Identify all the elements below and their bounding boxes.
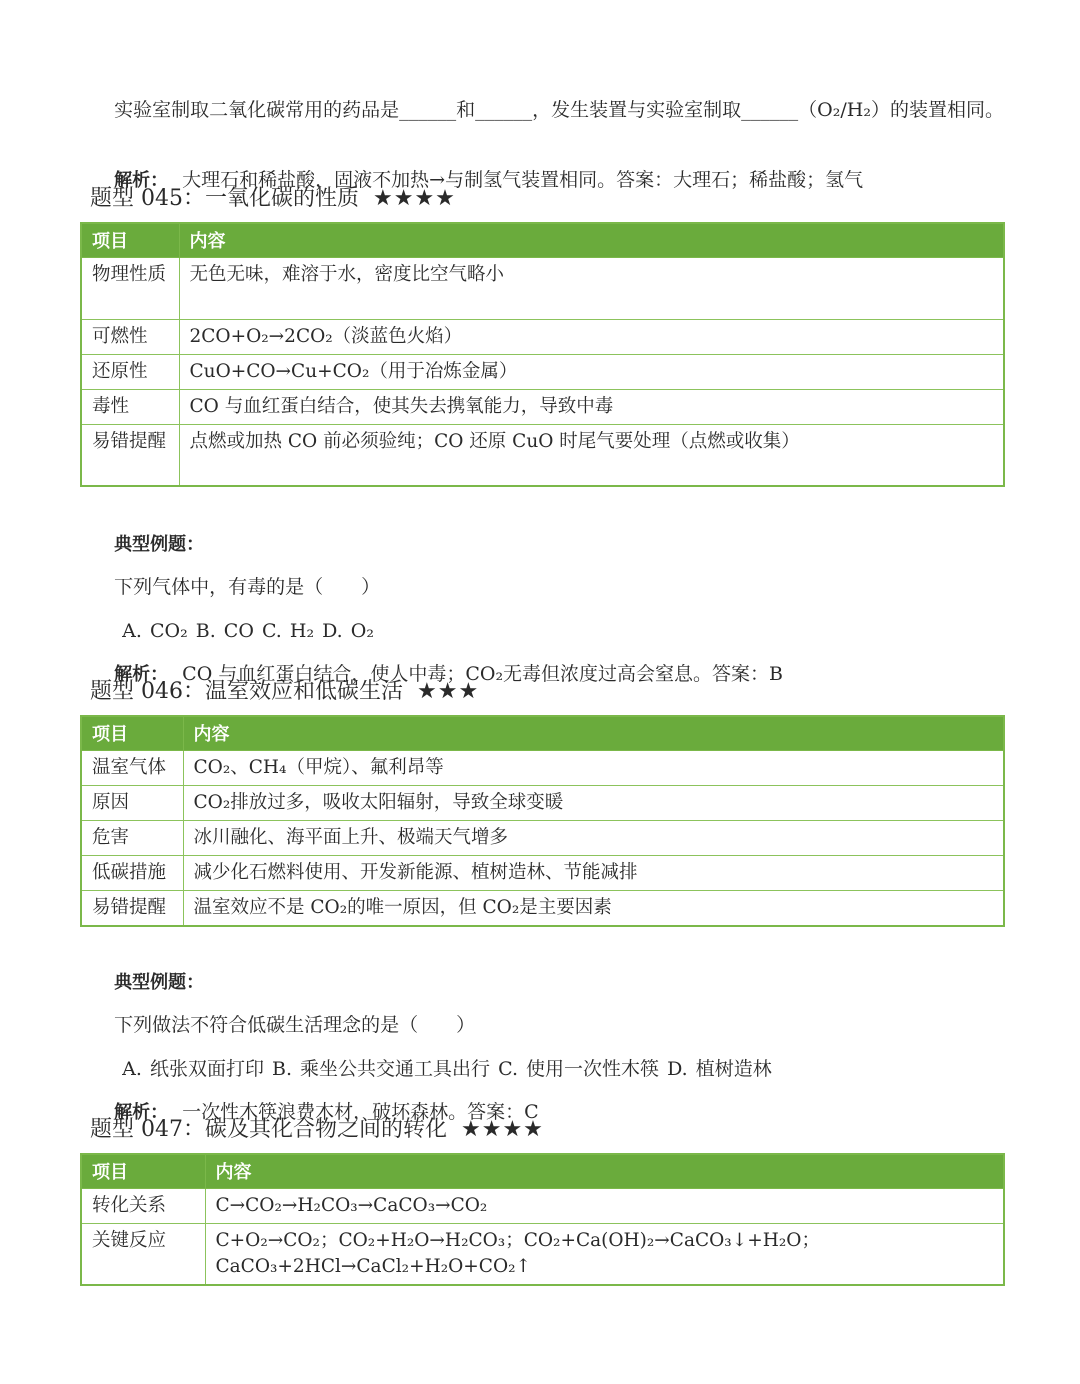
column-header-item: 项目	[81, 223, 179, 257]
row-item: 危害	[81, 820, 183, 855]
intro-question-text: 实验室制取二氧化碳常用的药品是______和______，发生装置与实验室制取______（O₂/H₂）的装置相同。	[114, 99, 1004, 121]
table-row	[81, 1223, 1004, 1285]
table-row	[81, 257, 1004, 319]
difficulty-stars: ★★★★	[373, 186, 456, 211]
table-row	[81, 424, 1004, 486]
property-table-046	[80, 715, 1005, 927]
table-header-row	[81, 1154, 1004, 1188]
row-item: 毒性	[81, 389, 179, 424]
row-item: 还原性	[81, 354, 179, 389]
section-title-047	[90, 1115, 544, 1145]
row-content: C→CO₂→H₂CO₃→CaCO₃→CO₂	[205, 1188, 1004, 1223]
row-item: 易错提醒	[81, 890, 183, 926]
analysis-text: 大理石和稀盐酸，固液不加热→与制氢气装置相同。答案：大理石；稀盐酸；氢气	[182, 169, 864, 191]
row-item: 可燃性	[81, 319, 179, 354]
row-content: CuO+CO→Cu+CO₂（用于冶炼金属）	[179, 354, 1004, 389]
section-title-text: 题型 047：碳及其化合物之间的转化	[90, 1117, 447, 1142]
row-item: 易错提醒	[81, 424, 179, 486]
row-content: 冰川融化、海平面上升、极端天气增多	[183, 820, 1004, 855]
question-text: 下列做法不符合低碳生活理念的是（ ）	[114, 1014, 476, 1036]
options-text: A. CO₂ B. CO C. H₂ D. O₂	[122, 620, 374, 642]
section-title-text: 题型 046：温室效应和低碳生活	[90, 679, 403, 704]
row-item: 转化关系	[81, 1188, 205, 1223]
table-row	[81, 890, 1004, 926]
row-content: CO₂、CH₄（甲烷）、氟利昂等	[183, 750, 1004, 785]
table-row	[81, 354, 1004, 389]
property-table-047	[80, 1153, 1005, 1286]
table-row	[81, 319, 1004, 354]
table-row	[81, 389, 1004, 424]
row-content: C+O₂→CO₂；CO₂+H₂O→H₂CO₃；CO₂+Ca(OH)₂→CaCO₃↓+H₂O；CaCO₃+2HCl→CaCl₂+H₂O+CO₂↑	[205, 1223, 1004, 1285]
analysis-text: 一次性木筷浪费木材，破坏森林。答案：C	[182, 1101, 539, 1123]
column-header-item: 项目	[81, 716, 183, 750]
row-item: 关键反应	[81, 1223, 205, 1285]
example-label: 典型例题：	[114, 972, 205, 993]
row-content: 2CO+O₂→2CO₂（淡蓝色火焰）	[179, 319, 1004, 354]
row-content: 减少化石燃料使用、开发新能源、植树造林、节能减排	[183, 855, 1004, 890]
table-row	[81, 820, 1004, 855]
row-content: 无色无味，难溶于水，密度比空气略小	[179, 257, 1004, 319]
property-table-045	[80, 222, 1005, 487]
table-row	[81, 750, 1004, 785]
analysis-label: 解析：	[114, 664, 169, 685]
difficulty-stars: ★★★	[417, 679, 480, 704]
example-label: 典型例题：	[114, 534, 205, 555]
row-item: 原因	[81, 785, 183, 820]
row-content: CO 与血红蛋白结合，使其失去携氧能力，导致中毒	[179, 389, 1004, 424]
analysis-label: 解析：	[114, 1102, 169, 1123]
analysis-text: CO 与血红蛋白结合，使人中毒；CO₂无毒但浓度过高会窒息。答案：B	[182, 663, 784, 685]
section-title-046	[90, 677, 479, 707]
row-item: 物理性质	[81, 257, 179, 319]
row-content: 点燃或加热 CO 前必须验纯；CO 还原 CuO 时尾气要处理（点燃或收集）	[179, 424, 1004, 486]
table-header-row	[81, 223, 1004, 257]
options-text: A. 纸张双面打印 B. 乘坐公共交通工具出行 C. 使用一次性木筷 D. 植树造林	[122, 1058, 772, 1080]
table-row	[81, 855, 1004, 890]
table-row	[81, 1188, 1004, 1223]
analysis-label: 解析：	[114, 170, 169, 191]
column-header-content: 内容	[183, 716, 1004, 750]
table-header-row	[81, 716, 1004, 750]
difficulty-stars: ★★★★	[461, 1117, 544, 1142]
section-title-045	[90, 184, 456, 214]
column-header-item: 项目	[81, 1154, 205, 1188]
row-content: 温室效应不是 CO₂的唯一原因，但 CO₂是主要因素	[183, 890, 1004, 926]
question-text: 下列气体中，有毒的是（ ）	[114, 576, 381, 598]
section-title-text: 题型 045：一氧化碳的性质	[90, 186, 359, 211]
row-item: 低碳措施	[81, 855, 183, 890]
row-item: 温室气体	[81, 750, 183, 785]
row-content: CO₂排放过多，吸收太阳辐射，导致全球变暖	[183, 785, 1004, 820]
table-row	[81, 785, 1004, 820]
column-header-content: 内容	[205, 1154, 1004, 1188]
column-header-content: 内容	[179, 223, 1004, 257]
